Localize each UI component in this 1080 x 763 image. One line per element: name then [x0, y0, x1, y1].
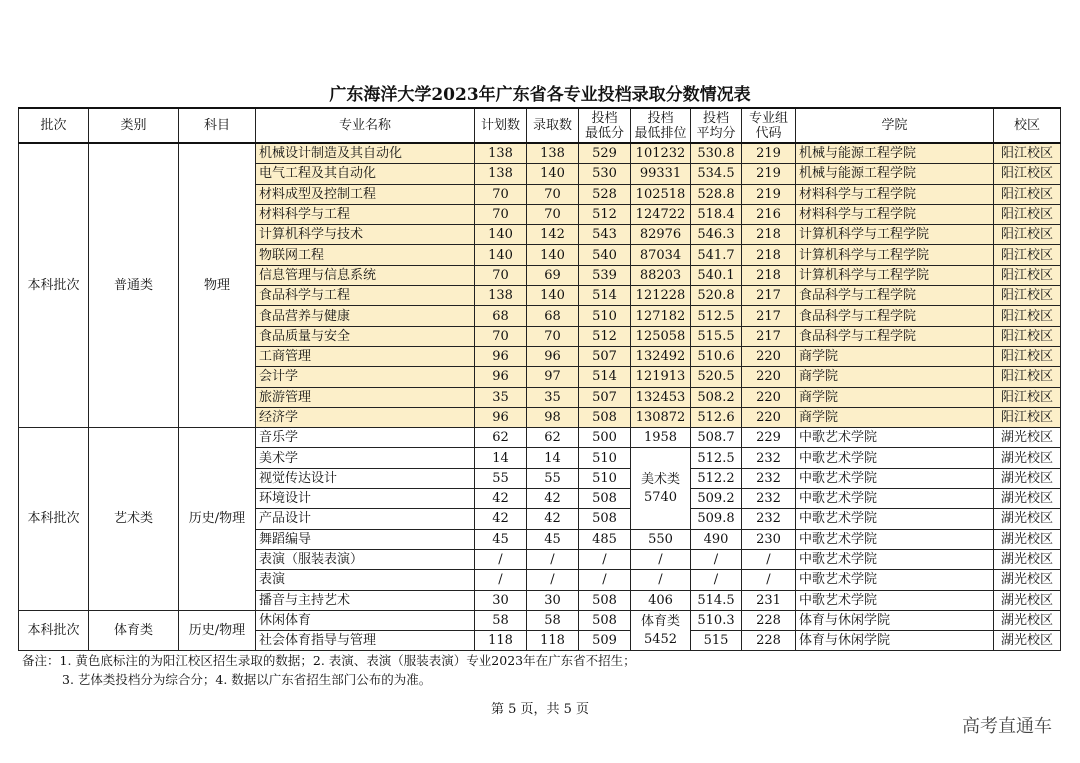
major-name: 电气工程及其自动化: [256, 164, 475, 184]
min-rank: 124722: [631, 204, 691, 224]
plan-count: 30: [475, 590, 527, 610]
avg-score: 512.6: [691, 407, 742, 427]
avg-score: 540.1: [691, 265, 742, 285]
column-header: 录取数: [527, 108, 579, 143]
campus: 湖光校区: [994, 570, 1061, 590]
avg-score: 512.2: [691, 468, 742, 488]
avg-score: 534.5: [691, 164, 742, 184]
min-rank: 406: [631, 590, 691, 610]
avg-score: 515: [691, 631, 742, 651]
min-score: 539: [579, 265, 631, 285]
plan-count: 138: [475, 286, 527, 306]
group-code: 219: [742, 164, 796, 184]
college: 材料科学与工程学院: [796, 184, 994, 204]
min-score: 500: [579, 428, 631, 448]
avg-score: /: [691, 570, 742, 590]
min-score: 508: [579, 590, 631, 610]
group-code: /: [742, 549, 796, 569]
campus: 湖光校区: [994, 468, 1061, 488]
avg-score: 546.3: [691, 225, 742, 245]
campus: 阳江校区: [994, 164, 1061, 184]
admitted-count: 142: [527, 225, 579, 245]
group-code: 228: [742, 610, 796, 630]
campus: 阳江校区: [994, 407, 1061, 427]
campus: 湖光校区: [994, 590, 1061, 610]
college: 食品科学与工程学院: [796, 326, 994, 346]
major-name: 食品科学与工程: [256, 286, 475, 306]
min-rank: 550: [631, 529, 691, 549]
avg-score: 508.2: [691, 387, 742, 407]
college: 体育与休闲学院: [796, 610, 994, 630]
college: 机械与能源工程学院: [796, 143, 994, 164]
admitted-count: 68: [527, 306, 579, 326]
min-score: 530: [579, 164, 631, 184]
major-name: 环境设计: [256, 489, 475, 509]
major-name: 表演: [256, 570, 475, 590]
major-name: 信息管理与信息系统: [256, 265, 475, 285]
group-code: 228: [742, 631, 796, 651]
table-header-row: [19, 108, 1061, 143]
campus: 阳江校区: [994, 204, 1061, 224]
min-score: 510: [579, 306, 631, 326]
min-score: 512: [579, 326, 631, 346]
min-rank: 87034: [631, 245, 691, 265]
group-code: 218: [742, 265, 796, 285]
category-cell: 体育类: [89, 610, 179, 651]
major-name: 食品质量与安全: [256, 326, 475, 346]
campus: 湖光校区: [994, 448, 1061, 468]
college: 计算机科学与工程学院: [796, 225, 994, 245]
avg-score: 520.5: [691, 367, 742, 387]
column-header: 投档 最低排位: [631, 108, 691, 143]
group-code: 232: [742, 468, 796, 488]
plan-count: 96: [475, 407, 527, 427]
plan-count: 96: [475, 346, 527, 366]
group-code: 219: [742, 184, 796, 204]
college: 中歌艺术学院: [796, 489, 994, 509]
merged-rank-cell: 美术类 5740: [631, 448, 691, 529]
admitted-count: 42: [527, 489, 579, 509]
column-header: 计划数: [475, 108, 527, 143]
major-name: 材料成型及控制工程: [256, 184, 475, 204]
admitted-count: 97: [527, 367, 579, 387]
column-header: 科目: [179, 108, 256, 143]
campus: 阳江校区: [994, 326, 1061, 346]
major-name: 音乐学: [256, 428, 475, 448]
campus: 阳江校区: [994, 265, 1061, 285]
college: 中歌艺术学院: [796, 529, 994, 549]
admitted-count: 55: [527, 468, 579, 488]
plan-count: 70: [475, 184, 527, 204]
column-header: 校区: [994, 108, 1061, 143]
major-name: 物联网工程: [256, 245, 475, 265]
campus: 湖光校区: [994, 428, 1061, 448]
major-name: 材料科学与工程: [256, 204, 475, 224]
college: 中歌艺术学院: [796, 509, 994, 529]
plan-count: 68: [475, 306, 527, 326]
admitted-count: 42: [527, 509, 579, 529]
avg-score: 490: [691, 529, 742, 549]
group-code: 232: [742, 489, 796, 509]
avg-score: 509.2: [691, 489, 742, 509]
plan-count: 138: [475, 143, 527, 164]
column-header: 学院: [796, 108, 994, 143]
min-rank: 99331: [631, 164, 691, 184]
plan-count: 42: [475, 509, 527, 529]
column-header: 类别: [89, 108, 179, 143]
plan-count: 42: [475, 489, 527, 509]
college: 中歌艺术学院: [796, 590, 994, 610]
group-code: 219: [742, 143, 796, 164]
category-cell: 普通类: [89, 143, 179, 428]
group-code: 230: [742, 529, 796, 549]
major-name: 工商管理: [256, 346, 475, 366]
plan-count: 45: [475, 529, 527, 549]
major-name: 旅游管理: [256, 387, 475, 407]
min-rank: 101232: [631, 143, 691, 164]
plan-count: 140: [475, 225, 527, 245]
category-cell: 艺术类: [89, 428, 179, 611]
major-name: 经济学: [256, 407, 475, 427]
campus: 阳江校区: [994, 143, 1061, 164]
admitted-count: 98: [527, 407, 579, 427]
avg-score: 541.7: [691, 245, 742, 265]
plan-count: 14: [475, 448, 527, 468]
avg-score: /: [691, 549, 742, 569]
min-rank: 127182: [631, 306, 691, 326]
min-rank: 125058: [631, 326, 691, 346]
avg-score: 530.8: [691, 143, 742, 164]
campus: 湖光校区: [994, 509, 1061, 529]
min-score: /: [579, 549, 631, 569]
college: 食品科学与工程学院: [796, 286, 994, 306]
plan-count: 118: [475, 631, 527, 651]
admitted-count: 45: [527, 529, 579, 549]
college: 材料科学与工程学院: [796, 204, 994, 224]
min-rank: 1958: [631, 428, 691, 448]
batch-cell: 本科批次: [19, 610, 89, 651]
document-title: 广东海洋大学2023年广东省各专业投档录取分数情况表: [329, 85, 751, 105]
admitted-count: 30: [527, 590, 579, 610]
avg-score: 509.8: [691, 509, 742, 529]
subject-cell: 历史/物理: [179, 428, 256, 611]
column-header: 投档 平均分: [691, 108, 742, 143]
min-rank: 121913: [631, 367, 691, 387]
column-header: 专业组 代码: [742, 108, 796, 143]
plan-count: 55: [475, 468, 527, 488]
major-name: 产品设计: [256, 509, 475, 529]
min-score: 485: [579, 529, 631, 549]
plan-count: 138: [475, 164, 527, 184]
min-score: 514: [579, 286, 631, 306]
plan-count: 140: [475, 245, 527, 265]
min-score: 508: [579, 407, 631, 427]
admitted-count: 14: [527, 448, 579, 468]
campus: 阳江校区: [994, 306, 1061, 326]
avg-score: 514.5: [691, 590, 742, 610]
college: 商学院: [796, 407, 994, 427]
plan-count: 70: [475, 204, 527, 224]
admitted-count: 58: [527, 610, 579, 630]
min-rank: 130872: [631, 407, 691, 427]
college: 商学院: [796, 387, 994, 407]
college: 体育与休闲学院: [796, 631, 994, 651]
min-score: 529: [579, 143, 631, 164]
avg-score: 512.5: [691, 448, 742, 468]
group-code: 217: [742, 306, 796, 326]
avg-score: 510.3: [691, 610, 742, 630]
min-score: 543: [579, 225, 631, 245]
min-score: 512: [579, 204, 631, 224]
admitted-count: 138: [527, 143, 579, 164]
group-code: 216: [742, 204, 796, 224]
college: 商学院: [796, 346, 994, 366]
group-code: 220: [742, 407, 796, 427]
college: 中歌艺术学院: [796, 428, 994, 448]
min-score: 507: [579, 387, 631, 407]
note-line: 备注：1. 黄色底标注的为阳江校区招生录取的数据；2. 表演、表演（服装表演）专业2023年在广东省不招生；: [22, 653, 636, 668]
major-name: 美术学: [256, 448, 475, 468]
admitted-count: 96: [527, 346, 579, 366]
merged-rank-cell: 体育类 5452: [631, 610, 691, 651]
plan-count: 70: [475, 265, 527, 285]
avg-score: 528.8: [691, 184, 742, 204]
min-rank: 121228: [631, 286, 691, 306]
college: 中歌艺术学院: [796, 549, 994, 569]
campus: 湖光校区: [994, 489, 1061, 509]
major-name: 舞蹈编导: [256, 529, 475, 549]
campus: 阳江校区: [994, 286, 1061, 306]
min-rank: 82976: [631, 225, 691, 245]
admission-score-table: [18, 107, 1061, 651]
min-score: 510: [579, 448, 631, 468]
plan-count: /: [475, 570, 527, 590]
campus: 阳江校区: [994, 387, 1061, 407]
min-rank: /: [631, 549, 691, 569]
batch-cell: 本科批次: [19, 428, 89, 611]
admitted-count: 140: [527, 286, 579, 306]
plan-count: 62: [475, 428, 527, 448]
major-name: 机械设计制造及其自动化: [256, 143, 475, 164]
college: 食品科学与工程学院: [796, 306, 994, 326]
campus: 阳江校区: [994, 245, 1061, 265]
college: 机械与能源工程学院: [796, 164, 994, 184]
campus: 阳江校区: [994, 184, 1061, 204]
column-header: 批次: [19, 108, 89, 143]
major-name: 播音与主持艺术: [256, 590, 475, 610]
admitted-count: 69: [527, 265, 579, 285]
admitted-count: 140: [527, 245, 579, 265]
min-score: 508: [579, 489, 631, 509]
group-code: 231: [742, 590, 796, 610]
admitted-count: 62: [527, 428, 579, 448]
major-name: 视觉传达设计: [256, 468, 475, 488]
min-rank: 132492: [631, 346, 691, 366]
admitted-count: 118: [527, 631, 579, 651]
plan-count: 58: [475, 610, 527, 630]
min-rank: 102518: [631, 184, 691, 204]
group-code: 232: [742, 509, 796, 529]
admitted-count: /: [527, 549, 579, 569]
subject-cell: 物理: [179, 143, 256, 428]
group-code: 217: [742, 326, 796, 346]
table-row: [19, 610, 1061, 630]
table-row: [19, 428, 1061, 448]
major-name: 休闲体育: [256, 610, 475, 630]
group-code: 218: [742, 245, 796, 265]
campus: 湖光校区: [994, 631, 1061, 651]
admitted-count: 70: [527, 326, 579, 346]
plan-count: 70: [475, 326, 527, 346]
min-score: 540: [579, 245, 631, 265]
plan-count: 35: [475, 387, 527, 407]
major-name: 食品营养与健康: [256, 306, 475, 326]
campus: 阳江校区: [994, 225, 1061, 245]
campus: 湖光校区: [994, 610, 1061, 630]
group-code: /: [742, 570, 796, 590]
admitted-count: 70: [527, 184, 579, 204]
campus: 湖光校区: [994, 529, 1061, 549]
group-code: 218: [742, 225, 796, 245]
notes: [22, 651, 636, 689]
plan-count: /: [475, 549, 527, 569]
min-score: 509: [579, 631, 631, 651]
table-row: [19, 143, 1061, 164]
college: 商学院: [796, 367, 994, 387]
plan-count: 96: [475, 367, 527, 387]
admitted-count: 70: [527, 204, 579, 224]
avg-score: 512.5: [691, 306, 742, 326]
avg-score: 515.5: [691, 326, 742, 346]
group-code: 220: [742, 367, 796, 387]
college: 计算机科学与工程学院: [796, 245, 994, 265]
group-code: 229: [742, 428, 796, 448]
min-score: 510: [579, 468, 631, 488]
subject-cell: 历史/物理: [179, 610, 256, 651]
min-score: 508: [579, 509, 631, 529]
group-code: 220: [742, 387, 796, 407]
college: 中歌艺术学院: [796, 468, 994, 488]
min-score: /: [579, 570, 631, 590]
admitted-count: /: [527, 570, 579, 590]
min-rank: 132453: [631, 387, 691, 407]
avg-score: 510.6: [691, 346, 742, 366]
column-header: 专业名称: [256, 108, 475, 143]
college: 中歌艺术学院: [796, 448, 994, 468]
min-score: 508: [579, 610, 631, 630]
group-code: 220: [742, 346, 796, 366]
college: 中歌艺术学院: [796, 570, 994, 590]
page-indicator: 第 5 页，共 5 页: [490, 702, 590, 717]
min-score: 514: [579, 367, 631, 387]
major-name: 表演（服装表演）: [256, 549, 475, 569]
campus: 湖光校区: [994, 549, 1061, 569]
note-line: 3. 艺体类投档分为综合分；4. 数据以广东省招生部门公布的为准。: [62, 672, 432, 687]
batch-cell: 本科批次: [19, 143, 89, 428]
avg-score: 518.4: [691, 204, 742, 224]
campus: 阳江校区: [994, 367, 1061, 387]
avg-score: 508.7: [691, 428, 742, 448]
column-header: 投档 最低分: [579, 108, 631, 143]
admitted-count: 140: [527, 164, 579, 184]
major-name: 社会体育指导与管理: [256, 631, 475, 651]
avg-score: 520.8: [691, 286, 742, 306]
college: 计算机科学与工程学院: [796, 265, 994, 285]
campus: 阳江校区: [994, 346, 1061, 366]
group-code: 217: [742, 286, 796, 306]
watermark: 高考直通车: [962, 716, 1052, 737]
min-score: 528: [579, 184, 631, 204]
min-rank: 88203: [631, 265, 691, 285]
min-rank: /: [631, 570, 691, 590]
min-score: 507: [579, 346, 631, 366]
group-code: 232: [742, 448, 796, 468]
major-name: 计算机科学与技术: [256, 225, 475, 245]
admitted-count: 35: [527, 387, 579, 407]
major-name: 会计学: [256, 367, 475, 387]
